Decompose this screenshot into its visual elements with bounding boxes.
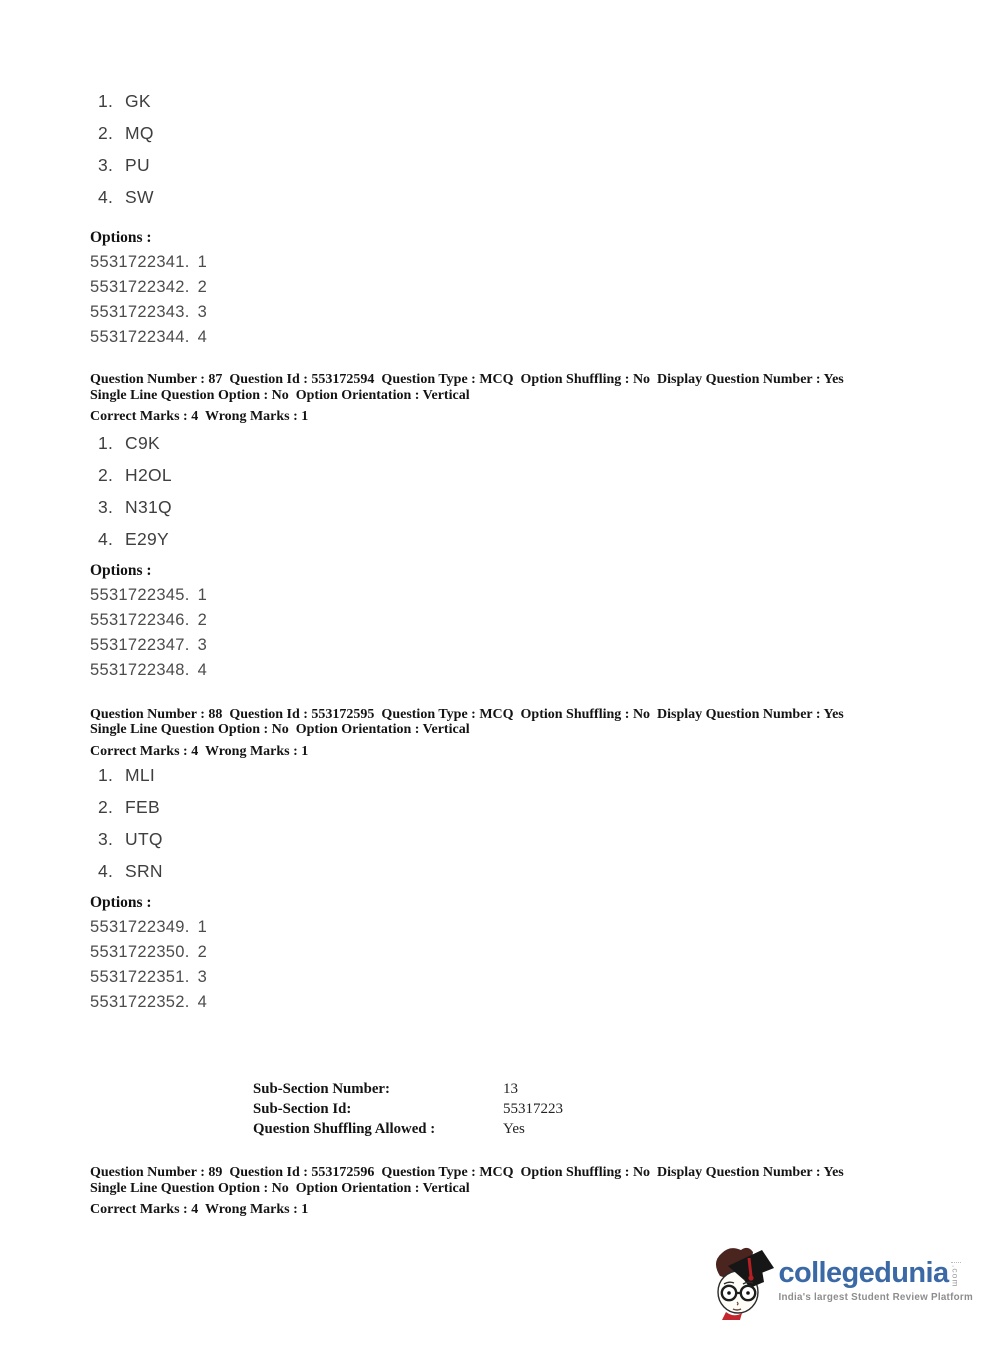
option-id-row [90, 940, 981, 965]
answer-choice-list-1 [90, 93, 981, 206]
choice-text: E29Y [125, 528, 170, 549]
subsection-row [253, 1079, 981, 1099]
subsection-row [253, 1119, 981, 1139]
choice-text: SW [125, 187, 154, 207]
question-meta-line1: Question Number : 89 Question Id : 553172596 Question Type : MCQ Option Shuffling : No Display Question Number : Yes [90, 1165, 844, 1180]
choice-number: 2. [98, 123, 114, 143]
answer-choice-list-87 [90, 432, 981, 549]
choice-number: 1. [98, 91, 114, 111]
answer-choice [90, 432, 981, 453]
option-id: 5531722350. [90, 943, 190, 961]
choice-number: 4. [98, 187, 114, 207]
question-meta-line2: Single Line Question Option : No Option Orientation : Vertical [90, 1180, 470, 1196]
choice-number: 1. [98, 765, 114, 785]
question-marks: Correct Marks : 4 Wrong Marks : 1 [90, 1202, 309, 1217]
subsection-row [253, 1099, 981, 1119]
question-88-meta [90, 707, 981, 760]
option-id: 5531722345. [90, 585, 190, 604]
option-id-row [90, 325, 981, 350]
subsection-label: Sub-Section Number: [253, 1081, 390, 1097]
option-id: 5531722348. [90, 660, 190, 679]
option-id-row [90, 275, 981, 300]
subsection-value: Yes [503, 1121, 525, 1137]
answer-choice [90, 767, 981, 784]
option-id-list-88 [90, 915, 981, 1015]
option-id: 5531722344. [90, 328, 190, 346]
question-meta-line1: Question Number : 87 Question Id : 553172594 Question Type : MCQ Option Shuffling : No Display Question Number : Yes [90, 372, 844, 387]
option-answer: 2 [197, 943, 208, 961]
option-answer: 3 [197, 968, 208, 986]
choice-text: N31Q [125, 496, 172, 517]
question-marks: Correct Marks : 4 Wrong Marks : 1 [90, 743, 309, 759]
answer-choice [90, 831, 981, 848]
choice-number: 4. [98, 861, 114, 881]
choice-number: 1. [98, 432, 114, 453]
option-answer: 2 [197, 610, 208, 629]
option-id: 5531722347. [90, 635, 190, 654]
option-id-row [90, 633, 981, 658]
logo-tagline: India's largest Student Review Platform [778, 1292, 973, 1303]
logo-text-block [778, 1258, 973, 1303]
choice-text: PU [125, 155, 150, 175]
option-answer: 1 [197, 918, 208, 936]
answer-choice [90, 863, 981, 880]
option-answer: 4 [197, 660, 208, 679]
option-id: 5531722352. [90, 993, 190, 1011]
options-label: Options : [90, 561, 152, 579]
option-id-row [90, 250, 981, 275]
choice-text: SRN [125, 861, 163, 881]
option-id-row [90, 583, 981, 608]
choice-text: C9K [125, 432, 160, 453]
question-meta-line1: Question Number : 88 Question Id : 553172595 Question Type : MCQ Option Shuffling : No Display Question Number : Yes [90, 706, 844, 722]
answer-choice [90, 93, 981, 110]
logo-brand-text: collegedunia [778, 1257, 949, 1289]
subsection-label: Question Shuffling Allowed : [253, 1121, 436, 1137]
collegedunia-logo[interactable] [710, 1244, 973, 1320]
subsection-label: Sub-Section Id: [253, 1101, 352, 1117]
answer-choice [90, 157, 981, 174]
answer-choice-list-88 [90, 767, 981, 880]
option-id-list-87 [90, 583, 981, 683]
option-answer: 3 [197, 635, 208, 654]
option-answer: 2 [197, 278, 208, 296]
option-id-row [90, 300, 981, 325]
choice-text: UTQ [125, 829, 163, 849]
question-meta-line2: Single Line Question Option : No Option Orientation : Vertical [90, 722, 470, 737]
choice-number: 3. [98, 829, 114, 849]
question-87-meta [90, 372, 981, 425]
option-id: 5531722349. [90, 918, 190, 936]
option-id: 5531722351. [90, 968, 190, 986]
option-id: 5531722342. [90, 278, 190, 296]
logo-dotcom-text: .com [951, 1262, 961, 1287]
options-label: Options : [90, 894, 152, 911]
choice-text: H2OL [125, 464, 172, 485]
answer-choice [90, 799, 981, 816]
answer-choice [90, 125, 981, 142]
option-answer: 4 [197, 993, 208, 1011]
option-id: 5531722341. [90, 253, 190, 271]
subsection-info [253, 1079, 981, 1139]
choice-number: 3. [98, 496, 114, 517]
question-meta-line2: Single Line Question Option : No Option Orientation : Vertical [90, 387, 470, 403]
option-answer: 1 [197, 253, 208, 271]
collegedunia-mascot-icon [710, 1244, 774, 1320]
answer-choice [90, 528, 981, 549]
answer-choice [90, 189, 981, 206]
option-answer: 1 [197, 585, 208, 604]
choice-text: MLI [125, 765, 156, 785]
choice-number: 2. [98, 797, 114, 817]
subsection-value: 55317223 [503, 1101, 563, 1117]
option-id-row [90, 608, 981, 633]
option-id-row [90, 990, 981, 1015]
choice-number: 3. [98, 155, 114, 175]
choice-text: FEB [125, 797, 160, 817]
question-marks: Correct Marks : 4 Wrong Marks : 1 [90, 409, 309, 424]
logo-brand-row [778, 1258, 973, 1288]
subsection-value: 13 [503, 1081, 518, 1097]
choice-text: MQ [125, 123, 154, 143]
choice-number: 4. [98, 528, 114, 549]
question-89-meta [90, 1165, 981, 1218]
option-id: 5531722346. [90, 610, 190, 629]
option-id-row [90, 965, 981, 990]
option-answer: 3 [197, 303, 208, 321]
choice-number: 2. [98, 464, 114, 485]
option-id-row [90, 915, 981, 940]
answer-choice [90, 496, 981, 517]
options-label: Options : [90, 229, 152, 246]
option-answer: 4 [197, 328, 208, 346]
option-id-list-1 [90, 250, 981, 350]
choice-text: GK [125, 91, 151, 111]
option-id: 5531722343. [90, 303, 190, 321]
answer-choice [90, 464, 981, 485]
option-id-row [90, 658, 981, 683]
